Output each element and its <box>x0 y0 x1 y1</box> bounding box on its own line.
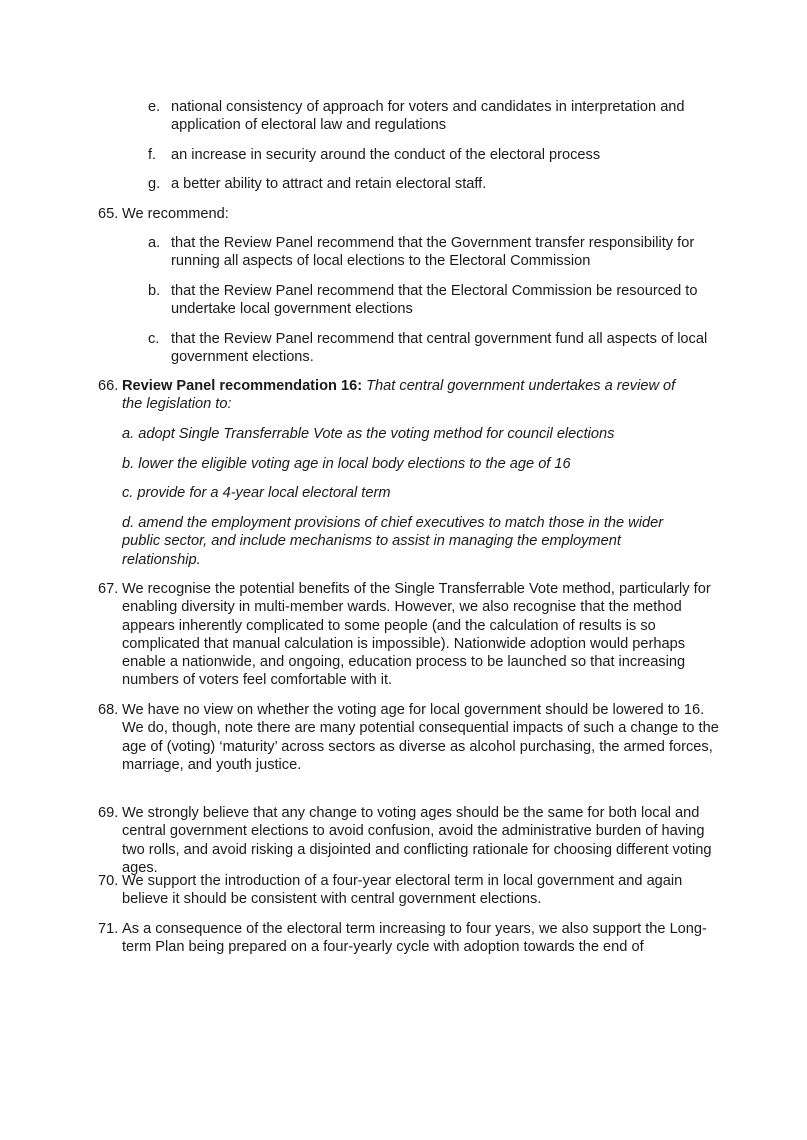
paragraph-number: 69. <box>98 805 119 821</box>
recommendation-sub-b: b. lower the eligible voting age in local body elections to the age of 16 <box>122 456 571 472</box>
paragraph-67 <box>98 580 723 690</box>
paragraph-number: 71. <box>98 921 119 937</box>
recommendation-sub-d: d. amend the employment provisions of chief executives to match those in the wider public sector, and include mechanisms to assist in managing the employment relationship. <box>122 515 664 568</box>
list-label: e. <box>148 99 161 115</box>
paragraph-65 <box>98 205 723 223</box>
paragraph-68 <box>98 701 723 774</box>
list-item-f <box>148 146 728 164</box>
list-item-g <box>148 175 728 193</box>
paragraph-text: We support the introduction of a four-year electoral term in local government and again believe it should be consistent with central government elections. <box>122 873 683 908</box>
list-item-a <box>148 234 728 271</box>
list-label: f. <box>148 147 157 163</box>
paragraph-69 <box>98 804 723 877</box>
list-text: that the Review Panel recommend that the Electoral Commission be resourced to undertake local government elections <box>171 283 698 318</box>
list-text: national consistency of approach for voters and candidates in interpretation and application of electoral law and regulations <box>171 99 685 134</box>
paragraph-number: 65. <box>98 206 119 222</box>
list-text: that the Review Panel recommend that central government fund all aspects of local government elections. <box>171 331 708 366</box>
paragraph-number: 66. <box>98 378 119 394</box>
paragraph-text <box>122 377 698 414</box>
list-text: an increase in security around the conduct of the electoral process <box>171 147 601 163</box>
paragraph-text: We strongly believe that any change to voting ages should be the same for both local and central government elections to avoid confusion, avoid the administrative burden of having two rolls, and avoid risking a disjointed and conflicting rationale for choosing different voting ages. <box>122 805 712 876</box>
paragraph-text: We have no view on whether the voting age for local government should be lowered to 16. We do, though, note there are many potential consequential impacts of such a change to the age of (voting) ‘maturity’ across sectors as diverse as alcohol purchasing, the armed forces, marriage, and youth justice. <box>122 702 719 773</box>
list-label: b. <box>148 283 161 299</box>
list-item-b <box>148 282 728 319</box>
list-item-c <box>148 330 728 367</box>
recommendation-text: That central government undertakes a review of the legislation to: <box>122 378 676 413</box>
paragraph-71 <box>98 920 723 957</box>
paragraph-66 <box>98 377 698 414</box>
paragraph-number: 67. <box>98 581 119 597</box>
paragraph-text: We recommend: <box>122 206 229 222</box>
paragraph-text: As a consequence of the electoral term increasing to four years, we also support the Long-term Plan being prepared on a four-yearly cycle with adoption towards the end of <box>122 921 707 956</box>
paragraph-text: We recognise the potential benefits of the Single Transferrable Vote method, particularly for enabling diversity in multi-member wards. However, we also recognise that the method appears inherently complicated to some people (and the calculation of results is so complicated that manual calculation is impossible). Nationwide adoption would perhaps enable a nationwide, and ongoing, education process to be launched so that increasing numbers of voters feel comfortable with it. <box>122 581 711 689</box>
list-item-e <box>148 98 728 135</box>
recommendation-heading: Review Panel recommendation 16: <box>122 378 363 394</box>
paragraph-70 <box>98 872 723 909</box>
list-label: c. <box>148 331 160 347</box>
paragraph-number: 70. <box>98 873 119 889</box>
recommendation-sub-a: a. adopt Single Transferrable Vote as the voting method for council elections <box>122 426 615 442</box>
recommendation-sub-c: c. provide for a 4-year local electoral term <box>122 485 391 501</box>
list-label: a. <box>148 235 161 251</box>
list-text: that the Review Panel recommend that the Government transfer responsibility for running all aspects of local elections to the Electoral Commission <box>171 235 695 270</box>
list-label: g. <box>148 176 161 192</box>
list-text: a better ability to attract and retain electoral staff. <box>171 176 487 192</box>
paragraph-number: 68. <box>98 702 119 718</box>
